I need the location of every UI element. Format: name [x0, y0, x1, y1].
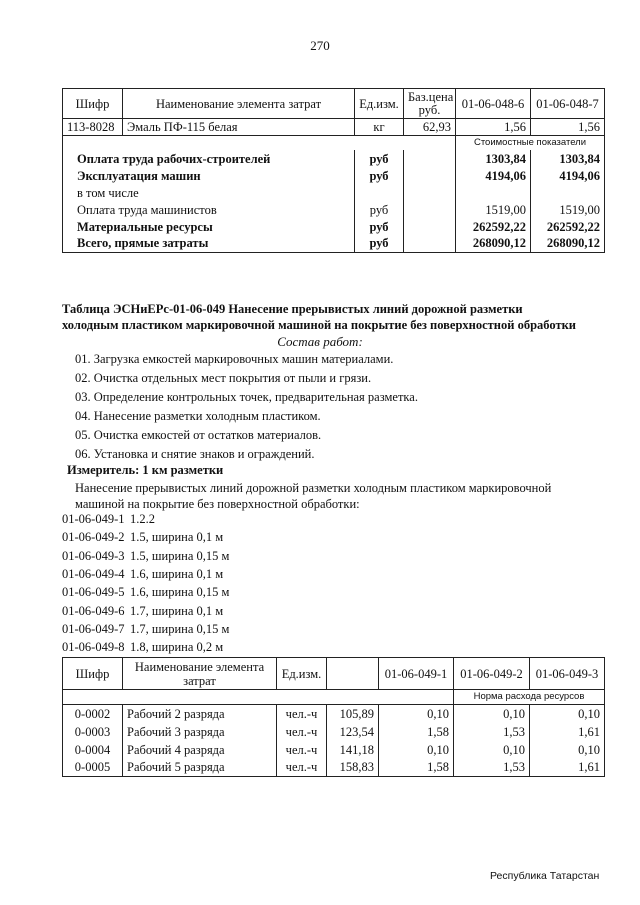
- section-label: Норма расхода ресурсов: [454, 690, 605, 705]
- sostav-label: Состав работ:: [277, 334, 363, 349]
- header-unit: Ед.изм.: [355, 89, 404, 119]
- list-item: 02. Очистка отдельных мест покрытия от пыли и грязи.: [75, 371, 372, 385]
- header-col-1: 01-06-048-6: [456, 89, 531, 119]
- list-item: 01-06-049-5 1.6, ширина 0,15 м: [62, 585, 230, 600]
- header-unit: Ед.изм.: [277, 658, 327, 690]
- header-name: Наименование элемента затрат: [123, 658, 277, 690]
- list-item: 04. Нанесение разметки холодным пластиком.: [75, 409, 321, 423]
- cost-table-048: [62, 88, 605, 253]
- page-number: 270: [310, 38, 330, 53]
- table-row: 113-8028 Эмаль ПФ-115 белая кг 62,93 1,56 1,56: [63, 119, 605, 136]
- table-row: 0-0005 Рабочий 5 разряда чел.-ч 158,83 1,58 1,53 1,61: [63, 759, 605, 777]
- table-row: 0-0004 Рабочий 4 разряда чел.-ч 141,18 0,10 0,10 0,10: [63, 741, 605, 759]
- section-title: Таблица ЭСНиЕРс-01-06-049 Нанесение прерывистых линий дорожной разметки холодным пластиком маркировочной машиной на покрытие без поверхностной обработки: [62, 302, 577, 332]
- header-base-price: Баз.цена руб.: [404, 89, 456, 119]
- cost-row: Оплата труда рабочих-строителей руб 1303,84 1303,84: [63, 150, 605, 167]
- list-item: 01-06-049-6 1.7, ширина 0,1 м: [62, 603, 224, 618]
- izmeritel-description: Нанесение прерывистых линий дорожной разметки холодным пластиком маркировочной машиной на покрытие без поверхностной обработки:: [75, 481, 552, 511]
- cost-row: Всего, прямые затраты руб 268090,12 268090,12: [63, 235, 605, 252]
- list-item: 05. Очистка емкостей от остатков материалов.: [75, 428, 322, 442]
- header-col-3: 01-06-049-3: [530, 658, 605, 690]
- cost-row: Оплата труда машинистов руб 1519,00 1519,00: [63, 201, 605, 218]
- list-item: 06. Установка и снятие знаков и ограждений.: [75, 447, 315, 461]
- table-row: 0-0003 Рабочий 3 разряда чел.-ч 123,54 1,58 1,53 1,61: [63, 723, 605, 741]
- list-item: 01-06-049-7 1.7, ширина 0,15 м: [62, 621, 230, 636]
- section-label: Стоимостные показатели: [456, 136, 605, 151]
- cost-row: в том числе: [63, 184, 605, 201]
- resource-table-049: [62, 657, 605, 777]
- izmeritel: Измеритель: 1 км разметки: [67, 463, 224, 477]
- list-item: 01-06-049-2 1.5, ширина 0,1 м: [62, 530, 224, 545]
- list-item: 01-06-049-4 1.6, ширина 0,1 м: [62, 566, 224, 581]
- list-item: 01-06-049-1 1.2.2: [62, 512, 155, 526]
- header-shifr: Шифр: [63, 658, 123, 690]
- header-blank: [327, 658, 379, 690]
- header-col-1: 01-06-049-1: [379, 658, 454, 690]
- list-item: 01-06-049-8 1.8, ширина 0,2 м: [62, 640, 224, 655]
- list-item: 03. Определение контрольных точек, предварительная разметка.: [75, 390, 418, 404]
- table-row: 0-0002 Рабочий 2 разряда чел.-ч 105,89 0,10 0,10 0,10: [63, 705, 605, 723]
- header-shifr: Шифр: [63, 89, 123, 119]
- header-name: Наименование элемента затрат: [123, 89, 355, 119]
- list-item: 01-06-049-3 1.5, ширина 0,15 м: [62, 548, 230, 563]
- header-col-2: 01-06-049-2: [454, 658, 530, 690]
- list-item: 01. Загрузка емкостей маркировочных машин материалами.: [75, 352, 394, 366]
- footer: Республика Татарстан: [490, 870, 600, 882]
- cost-row: Эксплуатация машин руб 4194,06 4194,06: [63, 167, 605, 184]
- header-col-2: 01-06-048-7: [531, 89, 605, 119]
- cost-row: Материальные ресурсы руб 262592,22 262592,22: [63, 218, 605, 235]
